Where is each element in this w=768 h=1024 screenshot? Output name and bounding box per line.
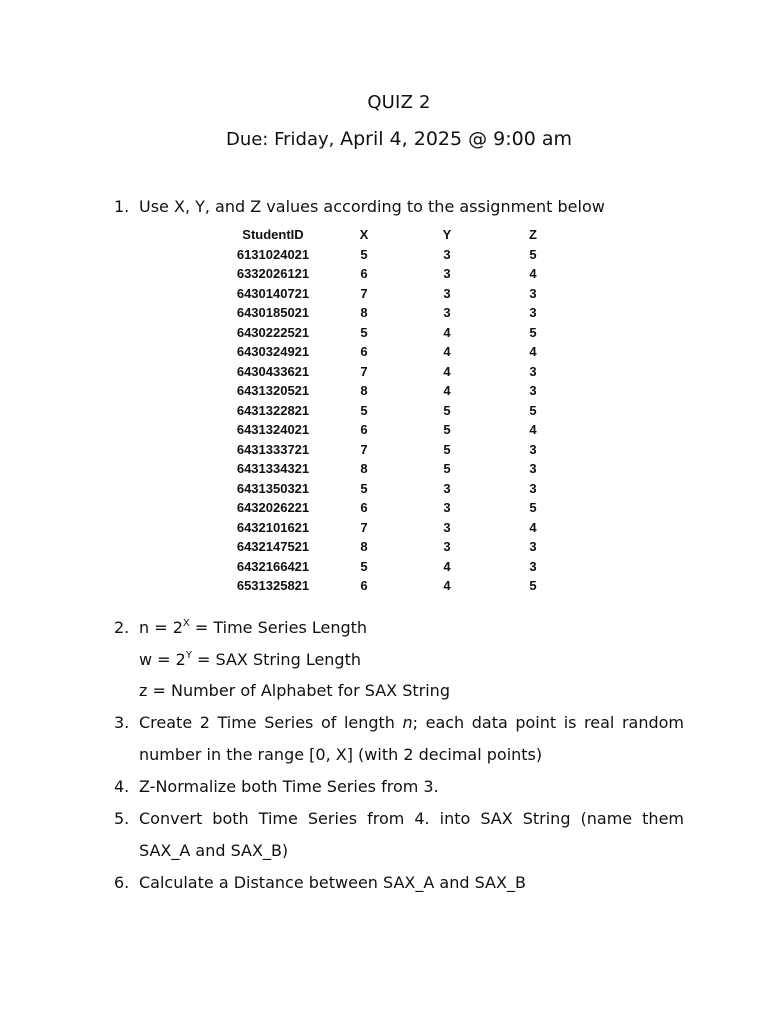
cell-x: 5 — [360, 324, 368, 340]
cell-y: 3 — [443, 285, 451, 301]
question-text: Calculate a Distance between SAX_A and SAX_B — [139, 873, 526, 892]
due-date: April 4, 2025 @ 9:00 am — [340, 128, 573, 150]
cell-z: 4 — [529, 344, 537, 359]
cell-x: 5 — [360, 480, 368, 496]
cell-x: 6 — [360, 422, 368, 437]
cell-studentid: 6430185021 — [236, 305, 310, 320]
cell-x: 7 — [360, 519, 368, 535]
table-row — [222, 498, 576, 518]
column-header-studentid: StudentID — [242, 227, 304, 242]
cell-z: 3 — [529, 363, 537, 379]
question-number: 6. — [114, 873, 130, 892]
cell-studentid: 6430324921 — [236, 344, 310, 359]
cell-y: 4 — [443, 363, 451, 379]
cell-z: 3 — [529, 441, 537, 457]
question-number: 2. — [114, 618, 130, 637]
formula-prefix: n = 2 — [139, 618, 183, 637]
assignment-table — [222, 225, 576, 596]
formula-suffix: = Time Series Length — [189, 618, 368, 637]
cell-studentid: 6431350321 — [236, 480, 310, 496]
cell-z: 5 — [529, 402, 537, 418]
cell-z: 5 — [529, 500, 537, 515]
cell-z: 3 — [529, 461, 537, 476]
cell-y: 5 — [443, 441, 451, 457]
cell-studentid: 6131024021 — [236, 246, 310, 262]
cell-y: 3 — [443, 305, 451, 320]
cell-studentid: 6431334321 — [236, 461, 310, 476]
cell-x: 8 — [360, 383, 368, 398]
cell-x: 7 — [360, 363, 368, 379]
cell-z: 4 — [529, 422, 537, 437]
due-label: Due: Friday, — [225, 129, 335, 150]
cell-z: 3 — [529, 539, 537, 554]
cell-x: 7 — [360, 441, 368, 457]
question-text — [139, 713, 684, 765]
table-row — [222, 479, 576, 499]
cell-studentid: 6432147521 — [236, 539, 310, 554]
table-row — [222, 284, 576, 304]
cell-x: 8 — [360, 305, 368, 320]
cell-studentid: 6431322821 — [236, 402, 310, 418]
table-body — [222, 245, 576, 596]
cell-y: 3 — [443, 539, 451, 554]
table-row — [222, 323, 576, 343]
column-header-y: Y — [442, 227, 452, 242]
formula-suffix: = SAX String Length — [191, 650, 361, 669]
cell-studentid: 6432166421 — [236, 558, 310, 574]
cell-x: 8 — [360, 539, 368, 554]
table-row — [222, 342, 576, 362]
cell-x: 5 — [360, 246, 368, 262]
cell-x: 6 — [360, 578, 368, 593]
cell-x: 6 — [360, 344, 368, 359]
cell-z: 5 — [529, 324, 537, 340]
cell-studentid: 6430140721 — [236, 285, 310, 301]
cell-x: 5 — [360, 402, 368, 418]
cell-z: 3 — [529, 305, 537, 320]
cell-studentid: 6432026221 — [236, 500, 310, 515]
cell-x: 7 — [360, 285, 368, 301]
cell-y: 5 — [443, 422, 451, 437]
table-row — [222, 557, 576, 577]
question-text: Use X, Y, and Z values according to the assignment below — [139, 197, 605, 216]
formula-line-z: z = Number of Alphabet for SAX String — [139, 681, 450, 700]
document-title: QUIZ 2 — [367, 92, 431, 113]
formula-line-w — [139, 650, 684, 681]
formula-line-n — [139, 618, 684, 650]
table-row — [222, 381, 576, 401]
cell-y: 3 — [443, 246, 451, 262]
table-row — [222, 440, 576, 460]
cell-studentid: 6332026121 — [236, 266, 310, 281]
table-header-row — [222, 225, 576, 245]
cell-y: 5 — [443, 461, 451, 476]
question-text — [139, 809, 684, 861]
question-number: 1. — [114, 197, 130, 216]
formula-exponent: X — [182, 618, 190, 629]
question-line: Convert both Time Series from 4. into SAX String (name them — [139, 809, 684, 828]
question-number: 4. — [114, 777, 130, 796]
cell-y: 4 — [443, 558, 451, 574]
cell-z: 5 — [529, 246, 537, 262]
cell-studentid: 6531325821 — [236, 578, 310, 593]
cell-y: 5 — [443, 402, 451, 418]
cell-x: 5 — [360, 558, 368, 574]
cell-x: 8 — [360, 461, 368, 476]
text-segment: ; each data point is real random — [412, 713, 684, 732]
cell-y: 3 — [443, 519, 451, 535]
question-number: 5. — [114, 809, 130, 828]
table-row — [222, 362, 576, 382]
question-text: Z-Normalize both Time Series from 3. — [139, 777, 439, 796]
cell-z: 4 — [529, 519, 537, 535]
cell-y: 4 — [443, 578, 451, 593]
cell-y: 3 — [443, 480, 451, 496]
cell-y: 4 — [443, 383, 451, 398]
cell-studentid: 6431324021 — [236, 422, 310, 437]
table-row — [222, 245, 576, 265]
cell-z: 3 — [529, 480, 537, 496]
cell-y: 3 — [443, 266, 451, 281]
table-row — [222, 264, 576, 284]
italic-variable: n — [402, 713, 413, 732]
table-row — [222, 303, 576, 323]
cell-z: 5 — [529, 578, 537, 593]
question-text — [139, 618, 684, 701]
table-row — [222, 401, 576, 421]
table-row — [222, 420, 576, 440]
cell-studentid: 6431320521 — [236, 383, 310, 398]
formula-exponent: Y — [185, 650, 192, 661]
column-header-x: X — [359, 227, 369, 242]
table-row — [222, 459, 576, 479]
due-date-line — [0, 128, 768, 150]
cell-studentid: 6430433621 — [236, 363, 310, 379]
cell-y: 4 — [443, 344, 451, 359]
cell-z: 4 — [529, 266, 537, 281]
question-number: 3. — [114, 713, 130, 732]
table-row — [222, 576, 576, 596]
cell-z: 3 — [529, 558, 537, 574]
cell-y: 4 — [443, 324, 451, 340]
table-row — [222, 537, 576, 557]
column-header-z: Z — [529, 227, 537, 242]
question-line: number in the range [0, X] (with 2 decimal points) — [139, 745, 543, 764]
cell-z: 3 — [529, 285, 537, 301]
table-row — [222, 518, 576, 538]
question-line — [139, 713, 684, 745]
cell-x: 6 — [360, 500, 368, 515]
cell-studentid: 6432101621 — [236, 519, 310, 535]
cell-z: 3 — [529, 383, 537, 398]
text-segment: Create 2 Time Series of length — [139, 713, 403, 732]
cell-studentid: 6430222521 — [236, 324, 310, 340]
formula-prefix: w = 2 — [139, 650, 186, 669]
cell-studentid: 6431333721 — [236, 441, 310, 457]
question-line: SAX_A and SAX_B) — [139, 841, 289, 860]
cell-x: 6 — [360, 266, 368, 281]
cell-y: 3 — [443, 500, 451, 515]
